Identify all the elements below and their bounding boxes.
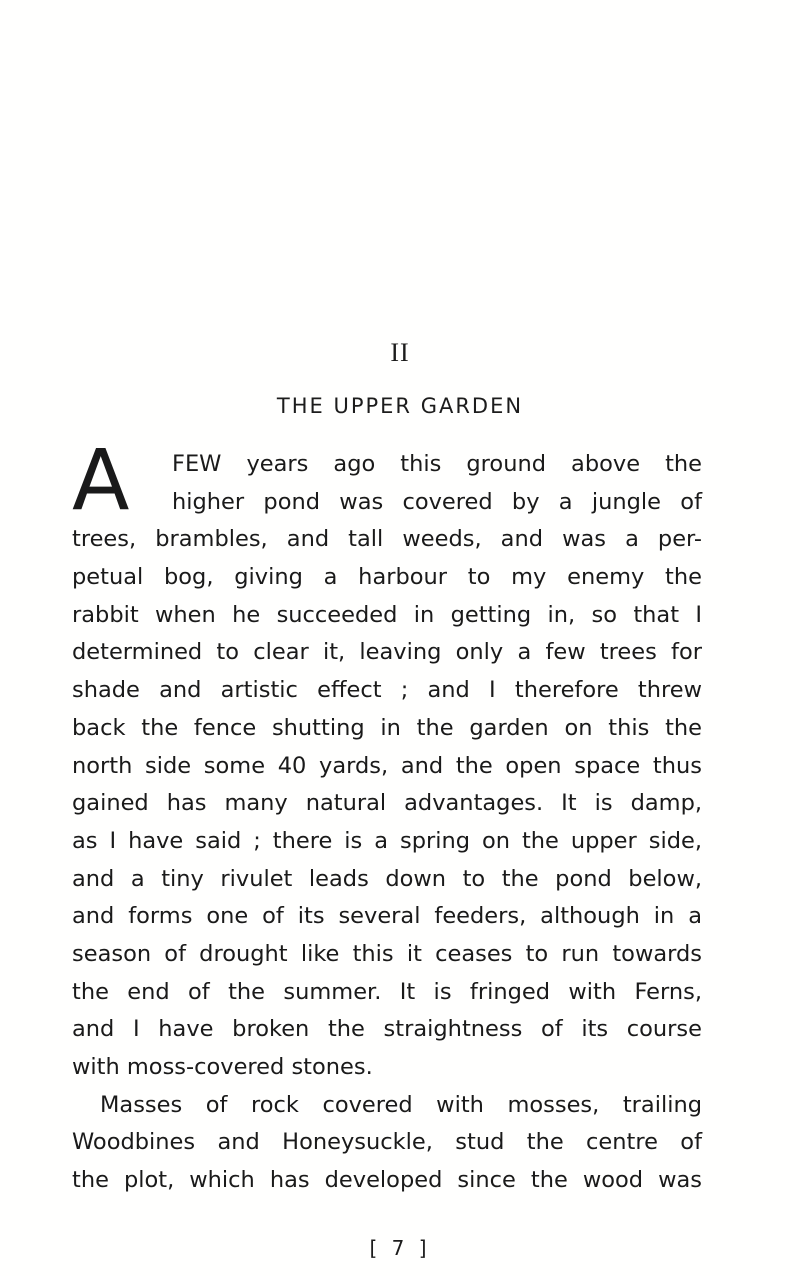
text-line: the plot, which has developed since the wood was <box>72 1167 702 1194</box>
chapter-title: THE UPPER GARDEN <box>276 394 524 418</box>
text-line: with moss-covered stones. <box>72 1054 373 1080</box>
text-line: Masses of rock covered with mosses, trailing <box>100 1091 702 1118</box>
body-text <box>72 446 702 1200</box>
text-line: season of drought like this it ceases to run towards <box>72 940 702 967</box>
text-line: back the fence shutting in the garden on this the <box>72 714 702 741</box>
text-line: and forms one of its several feeders, although in a <box>72 903 702 930</box>
text-line: rabbit when he succeeded in getting in, so that I <box>72 601 702 628</box>
text-line: and a tiny rivulet leads down to the pond below, <box>72 865 702 892</box>
drop-cap: A <box>72 431 130 529</box>
text-line: higher pond was covered by a jungle of <box>172 488 702 515</box>
text-line: petual bog, giving a harbour to my enemy the <box>72 564 702 591</box>
text-line: the end of the summer. It is fringed with Ferns, <box>72 978 702 1005</box>
text-line: and I have broken the straightness of its course <box>72 1016 702 1043</box>
text-line: determined to clear it, leaving only a few trees for <box>72 639 702 666</box>
text-line: shade and artistic effect ; and I therefore threw <box>72 677 702 704</box>
text-line: as I have said ; there is a spring on the upper side, <box>72 827 702 854</box>
chapter-number: II <box>390 338 410 367</box>
text-line: north side some 40 yards, and the open space thus <box>72 752 702 779</box>
page-number: [ 7 ] <box>369 1236 431 1260</box>
text-line: Woodbines and Honeysuckle, stud the centre of <box>72 1129 702 1156</box>
text-line: gained has many natural advantages. It is damp, <box>72 790 702 817</box>
text-line: FEW years ago this ground above the <box>172 451 702 477</box>
text-line: trees, brambles, and tall weeds, and was a per- <box>72 526 702 553</box>
